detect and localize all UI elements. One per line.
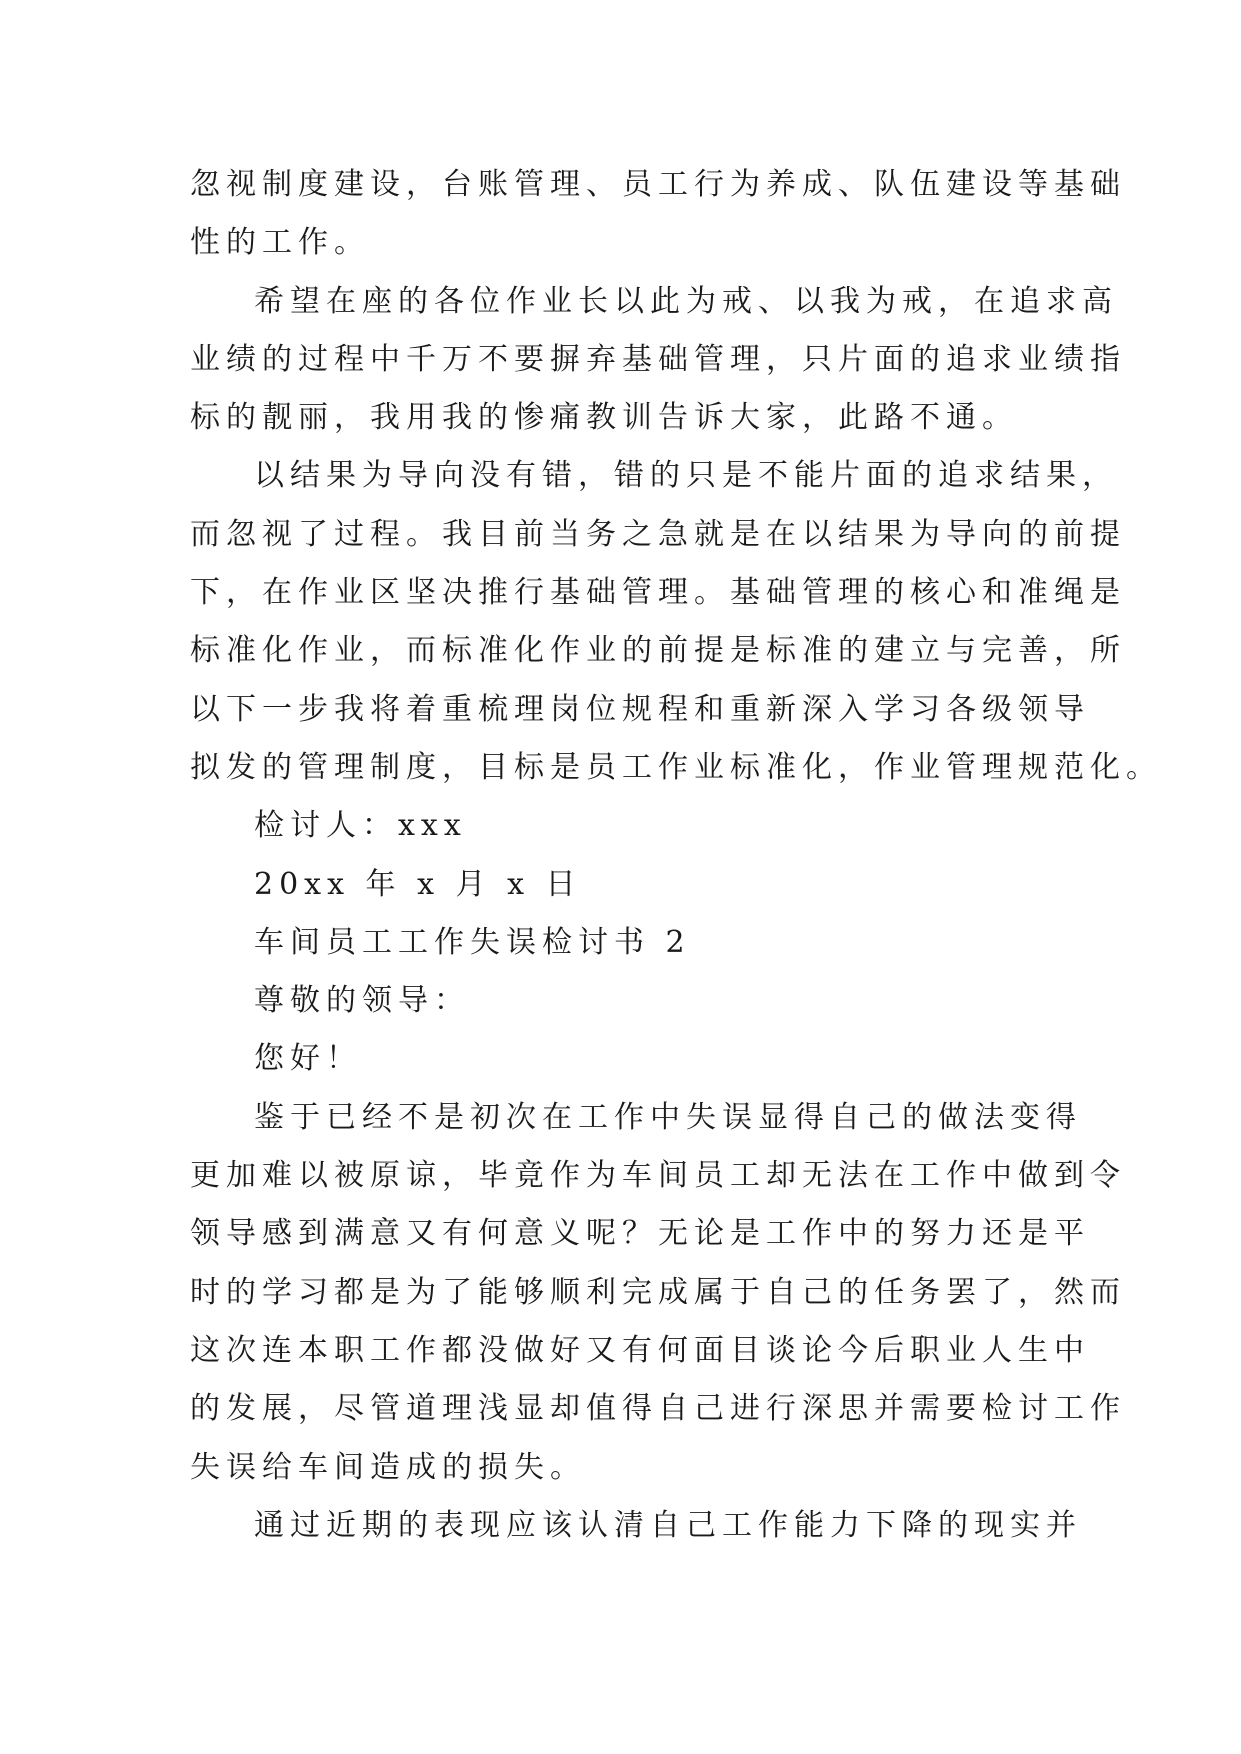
- text-line: 失误给车间造成的损失。: [190, 1449, 586, 1485]
- text-line: 通过近期的表现应该认清自己工作能力下降的现实并: [254, 1507, 1082, 1543]
- text-line: 时的学习都是为了能够顺利完成属于自己的任务罢了，然而: [190, 1274, 1126, 1310]
- text-line: 而忽视了过程。我目前当务之急就是在以结果为导向的前提: [190, 516, 1126, 552]
- text-line: 业绩的过程中千万不要摒弃基础管理，只片面的追求业绩指: [190, 341, 1126, 377]
- text-line: 拟发的管理制度，目标是员工作业标准化，作业管理规范化。: [190, 749, 1162, 785]
- text-line: 这次连本职工作都没做好又有何面目谈论今后职业人生中: [190, 1332, 1090, 1368]
- text-line: 以下一步我将着重梳理岗位规程和重新深入学习各级领导: [190, 691, 1090, 727]
- text-line: 标的靓丽，我用我的惨痛教训告诉大家，此路不通。: [190, 400, 1018, 436]
- text-line: 性的工作。: [190, 225, 370, 261]
- document-body: [190, 156, 1162, 1555]
- text-line: 标准化作业，而标准化作业的前提是标准的建立与完善，所: [190, 633, 1126, 669]
- section-title: 车间员工工作失误检讨书 2: [254, 924, 691, 960]
- greeting: 您好！: [254, 1041, 362, 1077]
- text-line: 以结果为导向没有错，错的只是不能片面的追求结果，: [254, 458, 1118, 494]
- date-line: 20xx 年 x 月 x 日: [254, 866, 582, 902]
- text-line: 更加难以被原谅，毕竟作为车间员工却无法在工作中做到令: [190, 1158, 1126, 1194]
- signature-line: 检讨人：xxx: [254, 808, 467, 844]
- text-line: 忽视制度建设，台账管理、员工行为养成、队伍建设等基础: [190, 167, 1126, 202]
- text-line: 领导感到满意又有何意义呢？无论是工作中的努力还是平: [190, 1216, 1090, 1252]
- text-line: 的发展，尽管道理浅显却值得自己进行深思并需要检讨工作: [190, 1391, 1126, 1427]
- text-line: 希望在座的各位作业长以此为戒、以我为戒，在追求高: [254, 283, 1118, 319]
- text-line: 鉴于已经不是初次在工作中失误显得自己的做法变得: [254, 1099, 1082, 1135]
- text-line: 下，在作业区坚决推行基础管理。基础管理的核心和准绳是: [190, 575, 1126, 611]
- salutation: 尊敬的领导：: [254, 983, 470, 1019]
